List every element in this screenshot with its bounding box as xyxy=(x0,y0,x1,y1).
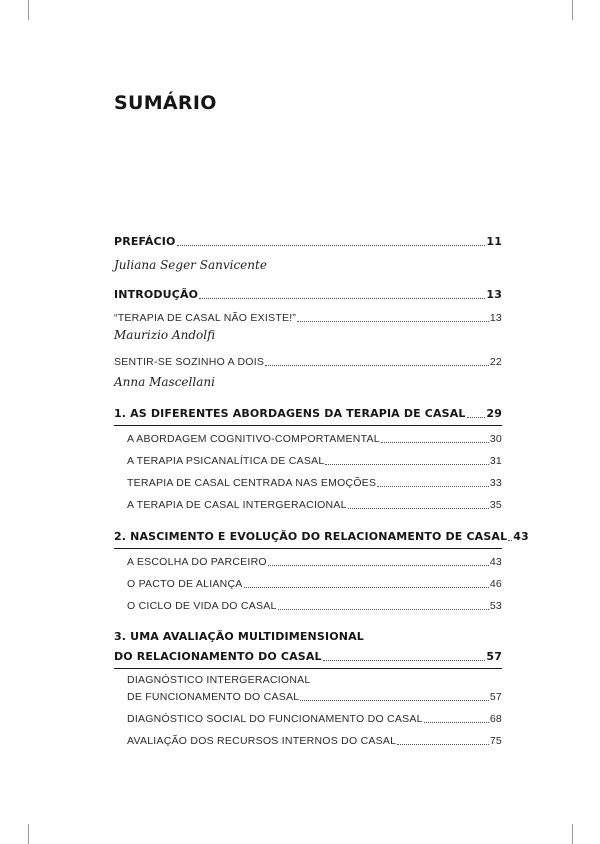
toc-page-number: 53 xyxy=(489,600,502,612)
dot-leader xyxy=(381,442,489,443)
toc-entry-sub[interactable] xyxy=(127,734,502,748)
toc-entry-sub[interactable] xyxy=(127,454,502,468)
toc-entry-label: DE FUNCIONAMENTO DO CASAL xyxy=(127,691,300,703)
toc-page-number: 30 xyxy=(489,433,502,445)
toc-entry-label: TERAPIA DE CASAL CENTRADA NAS EMOÇÕES xyxy=(127,477,377,489)
toc-entry-label: “TERAPIA DE CASAL NÃO EXISTE!” xyxy=(114,312,297,324)
toc-entry-sub[interactable] xyxy=(127,712,502,726)
toc-entry-chapter-3[interactable] xyxy=(114,650,502,664)
toc-page-number: 75 xyxy=(489,735,502,747)
dot-leader xyxy=(300,700,488,701)
toc-page-number: 35 xyxy=(489,499,502,511)
chapter-rule xyxy=(114,548,502,549)
toc-page-number: 13 xyxy=(489,312,502,324)
toc-author: Anna Mascellani xyxy=(114,375,215,389)
crop-mark xyxy=(28,0,29,20)
toc-entry-label: INTRODUÇÃO xyxy=(114,288,199,301)
toc-page-number: 46 xyxy=(489,578,502,590)
toc-entry-sub[interactable] xyxy=(127,555,502,569)
chapter-rule xyxy=(114,668,502,669)
toc-page-number: 43 xyxy=(513,530,529,543)
toc-entry-label: A ESCOLHA DO PARCEIRO xyxy=(127,556,267,568)
toc-entry-label: 1. AS DIFERENTES ABORDAGENS DA TERAPIA DE CASAL xyxy=(114,407,466,420)
toc-entry-sub[interactable] xyxy=(127,432,502,446)
toc-page-number: 31 xyxy=(489,455,502,467)
toc-entry-label: PREFÁCIO xyxy=(114,235,176,248)
dot-leader xyxy=(323,660,486,661)
toc-page-number: 22 xyxy=(489,356,502,368)
toc-entry-sub[interactable] xyxy=(127,577,502,591)
dot-leader xyxy=(268,565,489,566)
toc-entry-label: AVALIAÇÃO DOS RECURSOS INTERNOS DO CASAL xyxy=(127,735,397,747)
dot-leader xyxy=(177,245,486,246)
dot-leader xyxy=(508,540,512,541)
crop-mark xyxy=(28,824,29,844)
toc-entry-label: A TERAPIA DE CASAL INTERGERACIONAL xyxy=(127,499,347,511)
dot-leader xyxy=(397,744,489,745)
crop-mark xyxy=(572,0,573,20)
toc-entry-label: DO RELACIONAMENTO DO CASAL xyxy=(114,650,322,663)
toc-entry-label: A TERAPIA PSICANALÍTICA DE CASAL xyxy=(127,455,325,467)
toc-page-number: 43 xyxy=(489,556,502,568)
toc-entry-sub[interactable] xyxy=(114,355,502,369)
toc-page-number: 57 xyxy=(489,691,502,703)
toc-entry-sub[interactable] xyxy=(127,498,502,512)
toc-entry-label: DIAGNÓSTICO SOCIAL DO FUNCIONAMENTO DO CASAL xyxy=(127,713,423,725)
dot-leader xyxy=(278,609,489,610)
toc-page-number: 57 xyxy=(486,650,502,663)
toc-entry-sub-line1[interactable]: DIAGNÓSTICO INTERGERACIONAL xyxy=(127,674,311,686)
toc-entry-chapter-1[interactable] xyxy=(114,407,502,421)
toc-entry-label: O PACTO DE ALIANÇA xyxy=(127,578,243,590)
toc-entry-label: 2. NASCIMENTO E EVOLUÇÃO DO RELACIONAMENTO DE CASAL xyxy=(114,530,508,543)
chapter-rule xyxy=(114,425,502,426)
toc-entry-label: A ABORDAGEM COGNITIVO-COMPORTAMENTAL xyxy=(127,433,380,445)
dot-leader xyxy=(467,417,486,418)
toc-entry-prefacio[interactable] xyxy=(114,235,502,249)
page-title: SUMÁRIO xyxy=(114,92,217,114)
dot-leader xyxy=(348,508,489,509)
crop-mark xyxy=(572,824,573,844)
dot-leader xyxy=(244,587,489,588)
toc-page-number: 11 xyxy=(486,235,502,248)
dot-leader xyxy=(199,298,485,299)
toc-chapter-3-line1[interactable]: 3. UMA AVALIAÇÃO MULTIDIMENSIONAL xyxy=(114,630,364,643)
toc-page-number: 29 xyxy=(486,407,502,420)
toc-page-number: 68 xyxy=(489,713,502,725)
toc-entry-label: SENTIR-SE SOZINHO A DOIS xyxy=(114,356,265,368)
toc-author: Maurizio Andolfi xyxy=(114,328,216,342)
dot-leader xyxy=(377,486,489,487)
toc-entry-sub[interactable] xyxy=(114,311,502,325)
dot-leader xyxy=(297,321,489,322)
toc-entry-label: O CICLO DE VIDA DO CASAL xyxy=(127,600,277,612)
dot-leader xyxy=(265,365,489,366)
dot-leader xyxy=(424,722,489,723)
toc-page-number: 13 xyxy=(486,288,502,301)
toc-entry-sub[interactable] xyxy=(127,476,502,490)
dot-leader xyxy=(325,464,488,465)
toc-entry-chapter-2[interactable] xyxy=(114,530,529,544)
toc-entry-sub[interactable] xyxy=(127,599,502,613)
toc-page-number: 33 xyxy=(489,477,502,489)
toc-entry-introducao[interactable] xyxy=(114,288,502,302)
toc-entry-sub[interactable] xyxy=(127,690,502,704)
toc-author: Juliana Seger Sanvicente xyxy=(114,258,267,272)
